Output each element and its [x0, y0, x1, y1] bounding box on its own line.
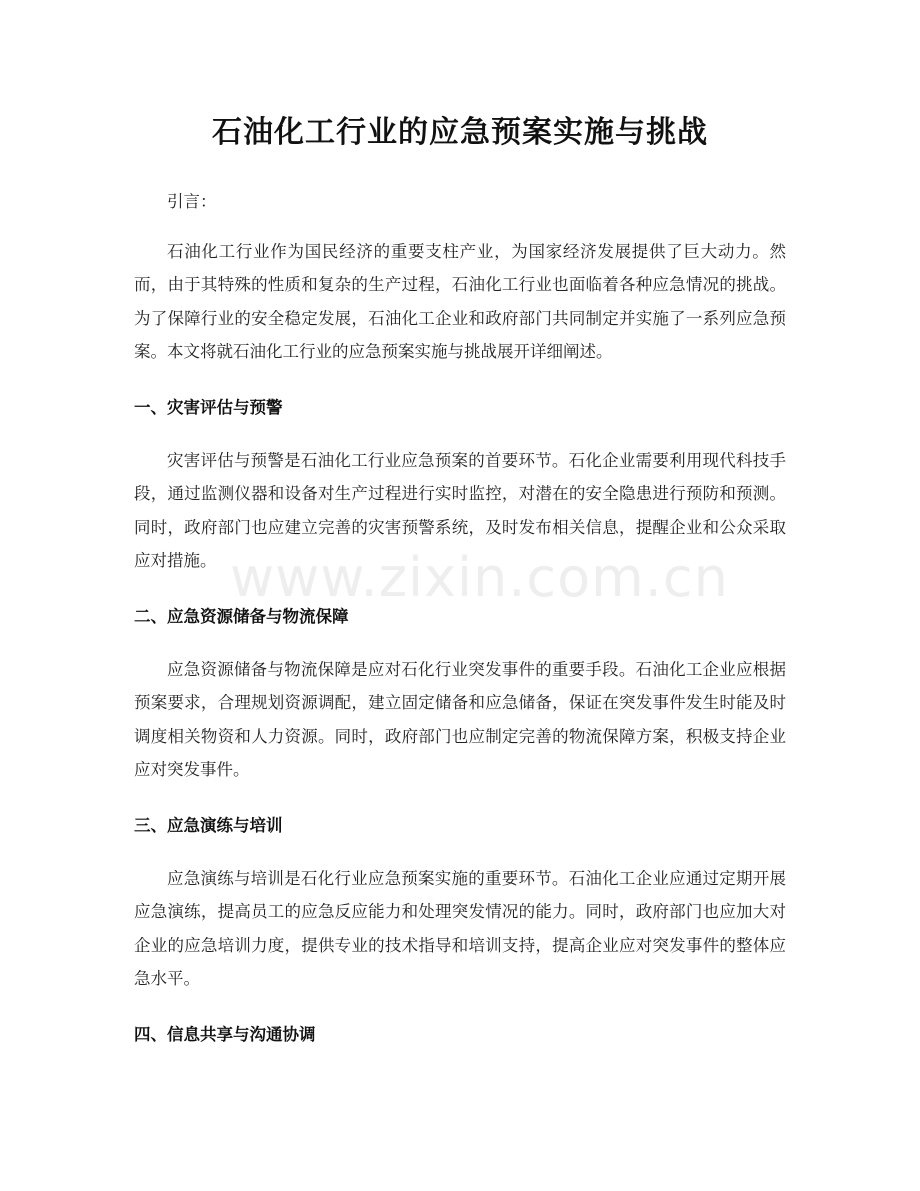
section-paragraph-1: 灾害评估与预警是石油化工行业应急预案的首要环节。石化企业需要利用现代科技手段，通过监测仪器和设备对生产过程进行实时监控，对潜在的安全隐患进行预防和预测。同时，政府部门也应建立完善的灾害预警系统，及时发布相关信息，提醒企业和公众采取应对措施。: [134, 450, 786, 570]
document-body: [134, 185, 786, 1071]
intro-label: 引言：: [167, 192, 217, 211]
intro-paragraph: 石油化工行业作为国民经济的重要支柱产业，为国家经济发展提供了巨大动力。然而，由于其特殊的性质和复杂的生产过程，石油化工行业也面临着各种应急情况的挑战。为了保障行业的安全稳定发展，石油化工企业和政府部门共同制定并实施了一系列应急预案。本文将就石油化工行业的应急预案实施与挑战展开详细阐述。: [134, 241, 786, 361]
section-heading-4: 四、信息共享与沟通协调: [134, 1024, 316, 1044]
section-heading-1: 一、灾害评估与预警: [134, 397, 283, 417]
section-paragraph-3: 应急演练与培训是石化行业应急预案实施的重要环节。石油化工企业应通过定期开展应急演练，提高员工的应急反应能力和处理突发情况的能力。同时，政府部门也应加大对企业的应急培训力度，提供专业的技术指导和培训支持，提高企业应对突发事件的整体应急水平。: [134, 868, 786, 988]
section-heading-2: 二、应急资源储备与物流保障: [134, 606, 349, 626]
section-heading-3: 三、应急演练与培训: [134, 815, 283, 835]
document-title: 石油化工行业的应急预案实施与挑战: [212, 115, 708, 150]
section-paragraph-2: 应急资源储备与物流保障是应对石化行业突发事件的重要手段。石油化工企业应根据预案要求，合理规划资源调配，建立固定储备和应急储备，保证在突发事件发生时能及时调度相关物资和人力资源。同时，政府部门也应制定完善的物流保障方案，积极支持企业应对突发事件。: [134, 659, 786, 779]
site-watermark: www.zixin.com.cn: [230, 546, 729, 609]
